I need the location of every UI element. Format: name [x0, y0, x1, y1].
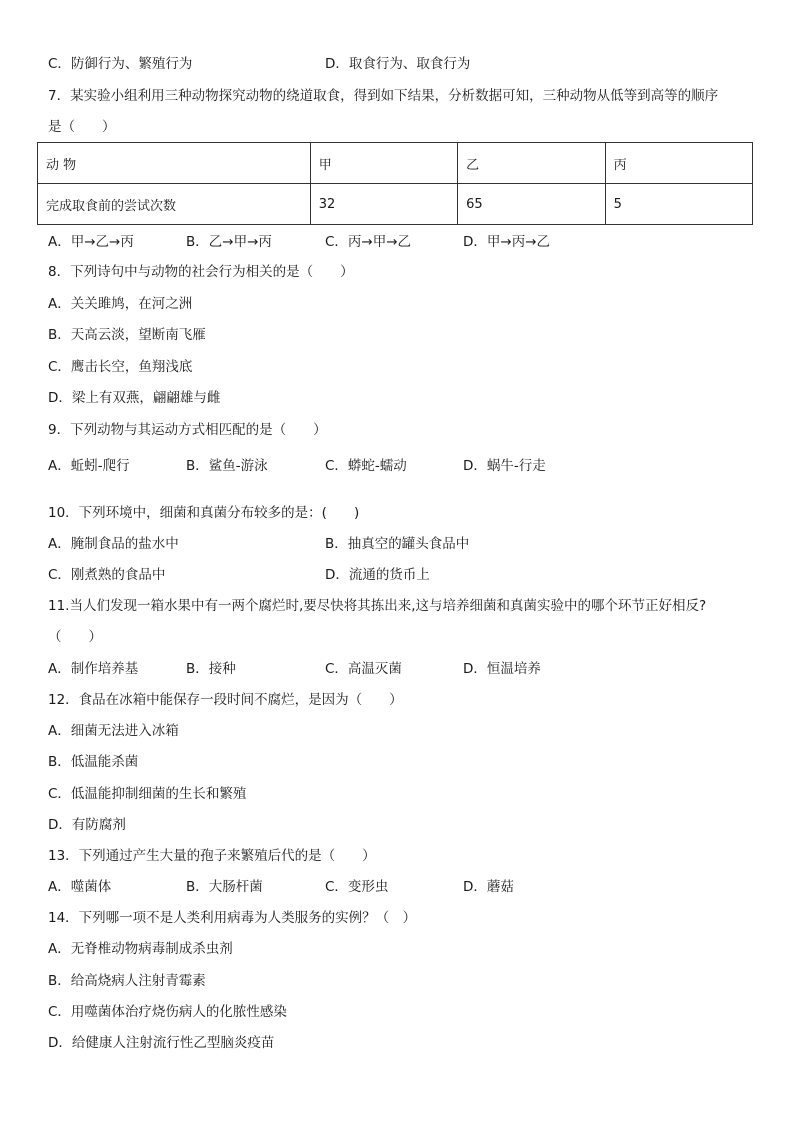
- table-header-cell: 乙: [458, 143, 605, 184]
- q11-option-b: B．接种: [186, 661, 236, 677]
- q14-option-a: A．无脊椎动物病毒制成杀虫剂: [48, 941, 233, 957]
- q9-option-d: D．蜗牛-行走: [463, 458, 546, 474]
- q13-option-d: D．蘑菇: [463, 879, 514, 895]
- q13-stem: 13．下列通过产生大量的孢子来繁殖后代的是（ ）: [48, 848, 376, 864]
- q11-stem-line1: 11.当人们发现一箱水果中有一两个腐烂时,要尽快将其拣出来,这与培养细菌和真菌实验中的哪个环节正好相反?: [48, 598, 707, 614]
- table-cell: 完成取食前的尝试次数: [38, 184, 311, 225]
- q13-option-b: B．大肠杆菌: [186, 879, 263, 895]
- q9-option-b: B．鲨鱼-游泳: [186, 458, 268, 474]
- q11-option-a: A．制作培养基: [48, 661, 139, 677]
- q7-stem-line1: 7．某实验小组利用三种动物探究动物的绕道取食，得到如下结果，分析数据可知，三种动物从低等到高等的顺序: [48, 88, 719, 104]
- q11-option-c: C．高温灭菌: [325, 661, 402, 677]
- table-header-cell: 丙: [605, 143, 752, 184]
- q11-stem-line2: （ ）: [48, 629, 102, 645]
- q10-option-c: C．刚煮熟的食品中: [48, 567, 166, 583]
- q13-option-a: A．噬菌体: [48, 879, 112, 895]
- q7-option-c: C．丙→甲→乙: [325, 234, 412, 250]
- q14-stem: 14．下列哪一项不是人类利用病毒为人类服务的实例？（ ）: [48, 910, 417, 926]
- table-header-cell: 动 物: [38, 143, 311, 184]
- q9-option-c: C．蟒蛇-蠕动: [325, 458, 407, 474]
- q11-option-d: D．恒温培养: [463, 661, 541, 677]
- q7-option-d: D．甲→丙→乙: [463, 234, 551, 250]
- q9-stem: 9．下列动物与其运动方式相匹配的是（ ）: [48, 422, 327, 438]
- q12-option-c: C．低温能抑制细菌的生长和繁殖: [48, 786, 247, 802]
- q7-stem-line2: 是（ ）: [48, 119, 116, 135]
- q14-option-c: C．用噬菌体治疗烧伤病人的化脓性感染: [48, 1004, 287, 1020]
- q7-data-table: [37, 142, 753, 225]
- q14-option-d: D．给健康人注射流行性乙型脑炎疫苗: [48, 1035, 275, 1051]
- table-cell: 5: [605, 184, 752, 225]
- q8-option-b: B．天高云淡，望断南飞雁: [48, 327, 206, 343]
- q9-option-a: A．蚯蚓-爬行: [48, 458, 130, 474]
- q10-option-b: B．抽真空的罐头食品中: [325, 536, 470, 552]
- q12-stem: 12．食品在冰箱中能保存一段时间不腐烂，是因为（ ）: [48, 692, 403, 708]
- q10-option-d: D．流通的货币上: [325, 567, 430, 583]
- q12-option-a: A．细菌无法进入冰箱: [48, 723, 179, 739]
- q7-option-b: B．乙→甲→丙: [186, 234, 272, 250]
- q8-option-d: D．梁上有双燕，翩翩雄与雌: [48, 390, 221, 406]
- table-cell: 65: [458, 184, 605, 225]
- q12-option-d: D．有防腐剂: [48, 817, 126, 833]
- q10-option-a: A．腌制食品的盐水中: [48, 536, 179, 552]
- q12-option-b: B．低温能杀菌: [48, 754, 139, 770]
- table-row: [38, 143, 753, 184]
- q13-option-c: C．变形虫: [325, 879, 389, 895]
- q8-option-a: A．关关雎鸠，在河之洲: [48, 296, 193, 312]
- table-row: [38, 184, 753, 225]
- q6-option-d: D．取食行为、取食行为: [325, 56, 471, 72]
- q7-option-a: A．甲→乙→丙: [48, 234, 134, 250]
- q14-option-b: B．给高烧病人注射青霉素: [48, 973, 206, 989]
- q8-stem: 8．下列诗句中与动物的社会行为相关的是（ ）: [48, 264, 354, 280]
- table-header-cell: 甲: [310, 143, 457, 184]
- table-cell: 32: [310, 184, 457, 225]
- q6-option-c: C．防御行为、繁殖行为: [48, 56, 193, 72]
- q10-stem: 10．下列环境中，细菌和真菌分布较多的是：( ): [48, 505, 360, 521]
- q8-option-c: C．鹰击长空，鱼翔浅底: [48, 359, 193, 375]
